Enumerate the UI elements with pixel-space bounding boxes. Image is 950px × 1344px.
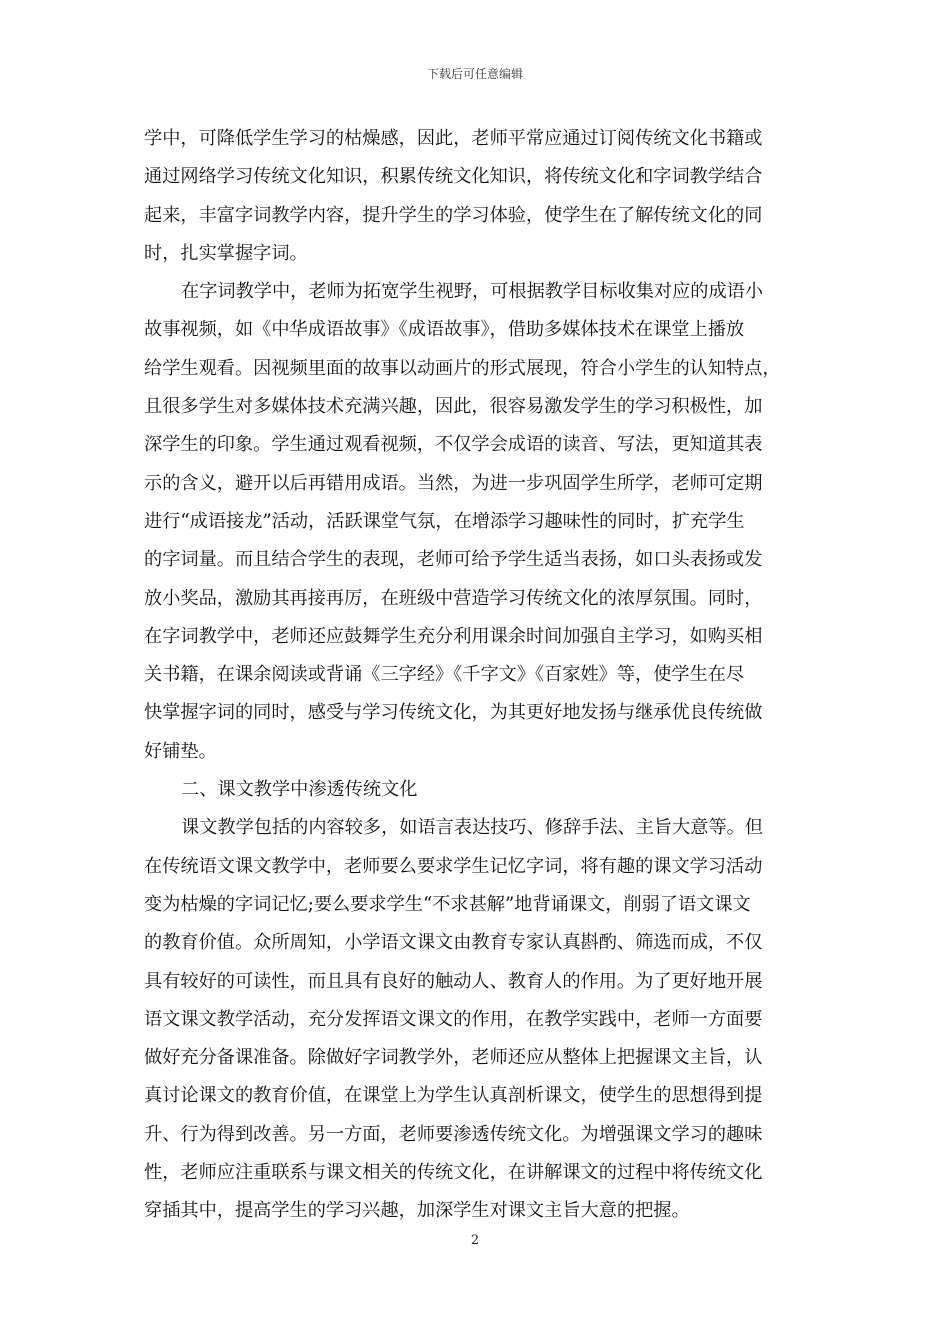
paragraph-first-line: 在字词教学中，老师为拓宽学生视野，可根据教学目标收集对应的成语小: [181, 281, 764, 303]
section-heading: 二、课文教学中渗透传统文化: [181, 779, 418, 801]
text-line: 真讨论课文的教育价值，在课堂上为学生认真剖析课文，使学生的思想得到提: [144, 1085, 763, 1107]
text-line: 穿插其中，提高学生的学习兴趣，加深学生对课文主旨大意的把握。: [144, 1200, 690, 1222]
text-line: 的教育价值。众所周知，小学语文课文由教育专家认真斟酌、筛选而成，不仅: [144, 932, 763, 954]
text-line: 变为枯燥的字词记忆;要么要求学生“不求甚解”地背诵课文，削弱了语文课文: [144, 893, 751, 915]
text-line: 在传统语文课文教学中，老师要么要求学生记忆字词，将有趣的课文学习活动: [144, 855, 763, 877]
text-line: 起来，丰富字词教学内容，提升学生的学习体验，使学生在了解传统文化的同: [144, 204, 763, 226]
text-line: 在字词教学中，老师还应鼓舞学生充分利用课余时间加强自主学习，如购买相: [144, 625, 763, 647]
text-line: 性，老师应注重联系与课文相关的传统文化，在讲解课文的过程中将传统文化: [144, 1162, 763, 1184]
text-line: 进行“成语接龙”活动，活跃课堂气氛，在增添学习趣味性的同时，扩充学生: [144, 510, 745, 532]
page-number: 2: [470, 1233, 480, 1248]
text-line: 给学生观看。因视频里面的故事以动画片的形式展现，符合小学生的认知特点，: [144, 357, 781, 379]
text-line: 具有较好的可读性，而且具有良好的触动人、教育人的作用。为了更好地开展: [144, 970, 763, 992]
text-line: 深学生的印象。学生通过观看视频，不仅学会成语的读音、写法，更知道其表: [144, 434, 763, 456]
text-line: 放小奖品，激励其再接再厉，在班级中营造学习传统文化的浓厚氛围。同时，: [144, 587, 763, 609]
text-line: 故事视频，如《中华成语故事》《成语故事》，借助多媒体技术在课堂上播放: [144, 319, 745, 341]
page-header: 下载后可任意编辑: [426, 67, 523, 81]
text-line: 通过网络学习传统文化知识，积累传统文化知识，将传统文化和字词教学结合: [144, 166, 763, 188]
text-line: 关书籍，在课余阅读或背诵《三字经》《千字文》《百家姓》等，使学生在尽: [144, 664, 745, 686]
text-line: 升、行为得到改善。另一方面，老师要渗透传统文化。为增强课文学习的趣味: [144, 1123, 763, 1145]
text-line: 好铺垫。: [144, 740, 217, 762]
text-line: 学中，可降低学生学习的枯燥感，因此，老师平常应通过订阅传统文化书籍或: [144, 128, 763, 149]
document-body: [144, 120, 810, 1231]
text-line: 快掌握字词的同时，感受与学习传统文化，为其更好地发扬与继承优良传统做: [144, 702, 763, 724]
text-line: 且很多学生对多媒体技术充满兴趣，因此，很容易激发学生的学习积极性，加: [144, 396, 763, 418]
text-line: 语文课文教学活动，充分发挥语文课文的作用，在教学实践中，老师一方面要: [144, 1008, 763, 1030]
text-line: 的字词量。而且结合学生的表现，老师可给予学生适当表扬，如口头表扬或发: [144, 549, 763, 571]
text-line: 示的含义，避开以后再错用成语。当然，为进一步巩固学生所学，老师可定期: [144, 472, 763, 494]
text-line: 做好充分备课准备。除做好字词教学外，老师还应从整体上把握课文主旨，认: [144, 1047, 763, 1069]
text-line: 时，扎实掌握字词。: [144, 242, 308, 264]
paragraph-first-line: 课文教学包括的内容较多，如语言表达技巧、修辞手法、主旨大意等。但: [181, 817, 764, 839]
